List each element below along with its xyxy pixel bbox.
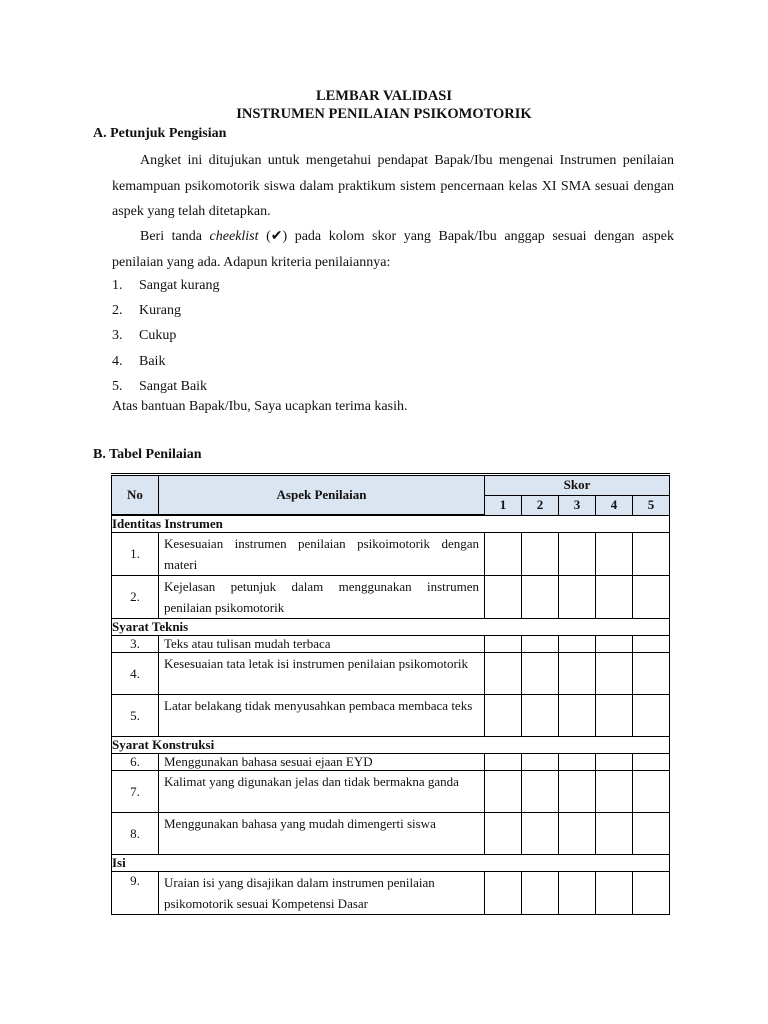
criteria-item — [112, 298, 219, 323]
score-cell-5[interactable] — [633, 695, 670, 737]
criteria-number: 1. — [112, 278, 123, 293]
section-b-heading: B. Tabel Penilaian — [93, 447, 202, 462]
score-cell-2[interactable] — [522, 533, 559, 576]
document-title: LEMBAR VALIDASI — [315, 88, 453, 104]
score-cell-4[interactable] — [596, 813, 633, 855]
score-cell-4[interactable] — [596, 576, 633, 619]
paragraph-1-text: Angket ini ditujukan untuk mengetahui pendapat Bapak/Ibu mengenai Instrumen penilaian kemampuan psikomotorik siswa dalam praktikum sistem pencernaan kelas XI SMA sesuai dengan aspek yang telah ditetapkan. — [112, 153, 674, 219]
header-score-2: 2 — [522, 495, 559, 515]
score-cell-1[interactable] — [485, 636, 522, 653]
group-label: Syarat Konstruksi — [112, 737, 670, 754]
score-cell-5[interactable] — [633, 533, 670, 576]
criteria-label: Sangat kurang — [139, 278, 220, 293]
score-cell-4[interactable] — [596, 653, 633, 695]
criteria-label: Cukup — [139, 328, 177, 344]
criteria-number: 2. — [112, 303, 123, 319]
score-cell-3[interactable] — [559, 695, 596, 737]
score-cell-1[interactable] — [485, 576, 522, 619]
row-number: 5. — [112, 695, 159, 737]
score-cell-2[interactable] — [522, 813, 559, 855]
table-row — [112, 771, 670, 813]
score-cell-5[interactable] — [633, 754, 670, 771]
criteria-list — [112, 273, 219, 399]
row-aspek: Menggunakan bahasa yang mudah dimengerti siswa — [159, 813, 485, 855]
score-cell-3[interactable] — [559, 576, 596, 619]
score-cell-4[interactable] — [596, 695, 633, 737]
score-cell-4[interactable] — [596, 754, 633, 771]
score-cell-3[interactable] — [559, 754, 596, 771]
criteria-item — [112, 349, 219, 374]
score-cell-1[interactable] — [485, 754, 522, 771]
row-aspek: Kalimat yang digunakan jelas dan tidak bermakna ganda — [159, 771, 485, 813]
header-score-1: 1 — [485, 495, 522, 515]
criteria-number: 5. — [112, 378, 123, 394]
row-number: 8. — [112, 813, 159, 855]
score-cell-3[interactable] — [559, 872, 596, 915]
instruction-paragraph-1 — [112, 148, 674, 225]
thanks-text: Atas bantuan Bapak/Ibu, Saya ucapkan terima kasih. — [112, 399, 408, 414]
group-label: Identitas Instrumen — [112, 515, 670, 533]
criteria-number: 3. — [112, 328, 123, 344]
paragraph-2-text-after: (✔) pada kolom skor yang Bapak/Ibu anggap sesuai dengan aspek penilaian yang ada. Adapun kriteria penilaiannya: — [112, 229, 674, 270]
score-cell-4[interactable] — [596, 872, 633, 915]
score-cell-1[interactable] — [485, 872, 522, 915]
score-cell-3[interactable] — [559, 636, 596, 653]
score-cell-3[interactable] — [559, 533, 596, 576]
row-aspek: Teks atau tulisan mudah terbaca — [159, 636, 485, 653]
table-row — [112, 813, 670, 855]
score-cell-1[interactable] — [485, 771, 522, 813]
paragraph-2-italic-term: cheeklist — [209, 229, 259, 244]
table-row — [112, 653, 670, 695]
score-cell-4[interactable] — [596, 533, 633, 576]
header-skor: Skor — [485, 475, 670, 496]
criteria-item — [112, 323, 219, 348]
row-number: 6. — [112, 754, 159, 771]
instruction-paragraph-2 — [112, 224, 674, 275]
table-row — [112, 636, 670, 653]
row-number: 7. — [112, 771, 159, 813]
header-aspek: Aspek Penilaian — [159, 475, 485, 516]
score-cell-1[interactable] — [485, 533, 522, 576]
criteria-item — [112, 374, 219, 399]
score-cell-5[interactable] — [633, 653, 670, 695]
table-row — [112, 695, 670, 737]
row-aspek: Uraian isi yang disajikan dalam instrumen penilaian psikomotorik sesuai Kompetensi Dasar — [159, 872, 485, 915]
score-cell-2[interactable] — [522, 653, 559, 695]
criteria-item — [112, 273, 219, 298]
paragraph-2-text-before: Beri tanda — [140, 229, 210, 244]
criteria-label: Sangat Baik — [139, 378, 208, 394]
score-cell-1[interactable] — [485, 813, 522, 855]
score-cell-5[interactable] — [633, 576, 670, 619]
score-cell-4[interactable] — [596, 771, 633, 813]
header-no: No — [112, 475, 159, 516]
row-aspek: Kesesuaian tata letak isi instrumen penilaian psikomotorik — [159, 653, 485, 695]
section-a-heading: A. Petunjuk Pengisian — [93, 126, 227, 141]
score-cell-2[interactable] — [522, 771, 559, 813]
score-cell-2[interactable] — [522, 576, 559, 619]
row-number: 4. — [112, 653, 159, 695]
score-cell-5[interactable] — [633, 813, 670, 855]
score-cell-2[interactable] — [522, 695, 559, 737]
row-aspek: Kejelasan petunjuk dalam menggunakan instrumen penilaian psikomotorik — [159, 576, 485, 619]
score-cell-5[interactable] — [633, 872, 670, 915]
table-row — [112, 533, 670, 576]
header-score-4: 4 — [596, 495, 633, 515]
group-row — [112, 515, 670, 533]
header-score-5: 5 — [633, 495, 670, 515]
table-row — [112, 872, 670, 915]
row-number: 2. — [112, 576, 159, 619]
score-cell-2[interactable] — [522, 754, 559, 771]
table-row — [112, 754, 670, 771]
score-cell-3[interactable] — [559, 813, 596, 855]
score-cell-4[interactable] — [596, 636, 633, 653]
score-cell-2[interactable] — [522, 636, 559, 653]
criteria-label: Kurang — [139, 303, 181, 319]
group-label: Syarat Teknis — [112, 619, 670, 636]
group-row — [112, 855, 670, 872]
score-cell-2[interactable] — [522, 872, 559, 915]
assessment-table — [111, 473, 670, 915]
document-subtitle: INSTRUMEN PENILAIAN PSIKOMOTORIK — [236, 106, 532, 122]
score-cell-5[interactable] — [633, 636, 670, 653]
score-cell-1[interactable] — [485, 653, 522, 695]
score-cell-5[interactable] — [633, 771, 670, 813]
score-cell-1[interactable] — [485, 695, 522, 737]
score-cell-3[interactable] — [559, 653, 596, 695]
group-label: Isi — [112, 855, 670, 872]
table-row — [112, 576, 670, 619]
row-aspek: Latar belakang tidak menyusahkan pembaca membaca teks — [159, 695, 485, 737]
row-aspek: Kesesuaian instrumen penilaian psikoimotorik dengan materi — [159, 533, 485, 576]
row-number: 3. — [112, 636, 159, 653]
group-row — [112, 619, 670, 636]
score-cell-3[interactable] — [559, 771, 596, 813]
criteria-label: Baik — [139, 353, 166, 369]
row-number: 9. — [112, 872, 159, 915]
row-aspek: Menggunakan bahasa sesuai ejaan EYD — [159, 754, 485, 771]
header-score-3: 3 — [559, 495, 596, 515]
group-row — [112, 737, 670, 754]
row-number: 1. — [112, 533, 159, 576]
criteria-number: 4. — [112, 353, 123, 369]
